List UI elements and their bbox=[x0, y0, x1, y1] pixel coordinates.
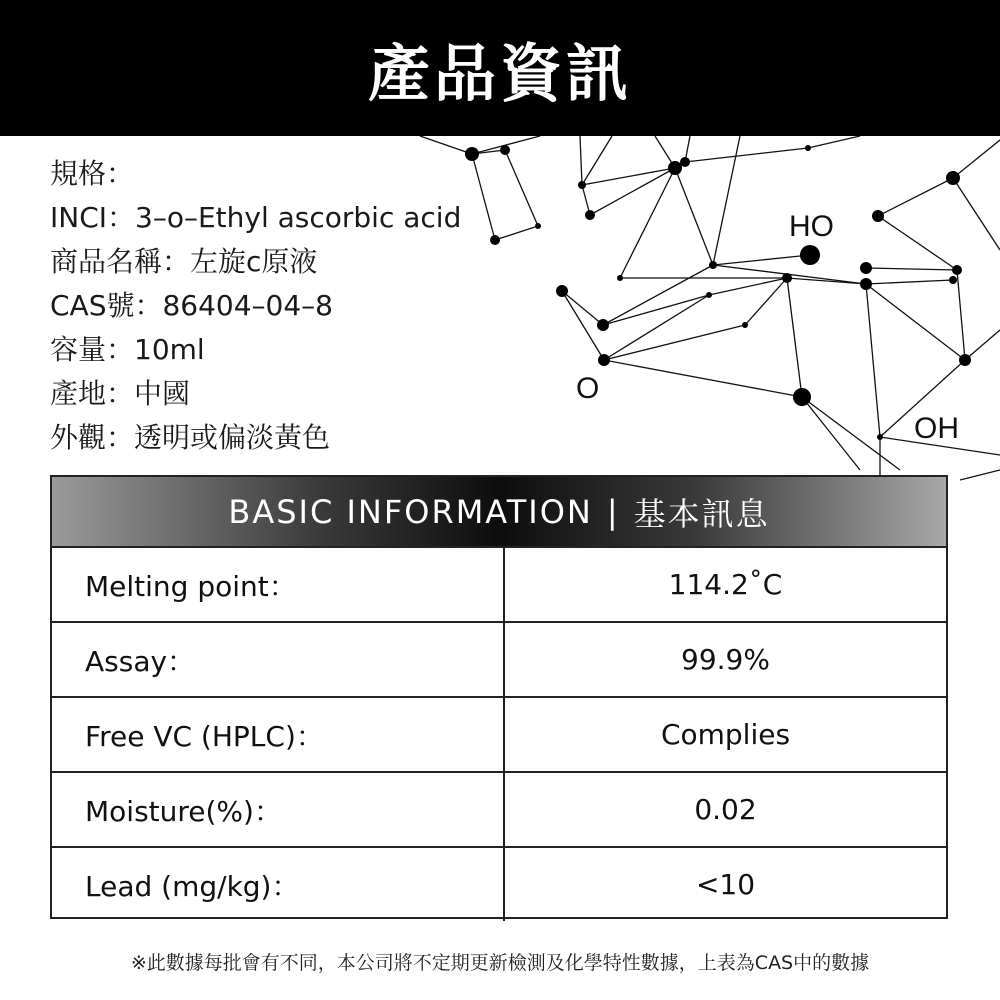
footnote: ※此數據每批會有不同，本公司將不定期更新檢測及化學特性數據，上表為CAS中的數據 bbox=[130, 952, 870, 974]
row-label: Moisture(%)： bbox=[52, 773, 505, 846]
page-title: 產品資訊 bbox=[367, 36, 632, 110]
molecule-label-o: O bbox=[576, 372, 600, 405]
spec-volume: 容量：10ml bbox=[50, 333, 205, 366]
table-row bbox=[52, 771, 946, 846]
basic-info-table bbox=[50, 475, 948, 919]
table-row bbox=[52, 546, 946, 621]
spec-origin: 產地：中國 bbox=[50, 377, 191, 410]
spec-list bbox=[50, 152, 461, 460]
page-header bbox=[0, 0, 1000, 136]
row-value: 114.2˚C bbox=[668, 568, 783, 601]
spec-appearance: 外觀：透明或偏淡黃色 bbox=[50, 421, 331, 454]
row-label: Free VC (HPLC)： bbox=[52, 698, 505, 771]
spec-cas-number: CAS號：86404–04–8 bbox=[50, 289, 333, 322]
row-value: 99.9% bbox=[681, 643, 770, 676]
row-label: Melting point： bbox=[52, 548, 505, 621]
table-row bbox=[52, 846, 946, 921]
spec-inci: INCI：3–o–Ethyl ascorbic acid bbox=[50, 201, 462, 234]
row-label: Lead (mg/kg)： bbox=[52, 848, 505, 921]
row-label: Assay： bbox=[52, 623, 505, 696]
row-value: <10 bbox=[695, 868, 756, 901]
table-title-en: BASIC INFORMATION bbox=[228, 492, 593, 531]
table-title-separator: | bbox=[606, 492, 620, 531]
spec-heading: 規格： bbox=[50, 157, 135, 190]
table-header bbox=[52, 477, 946, 546]
table-row bbox=[52, 696, 946, 771]
row-value: Complies bbox=[660, 718, 791, 751]
spec-product-name: 商品名稱：左旋c原液 bbox=[50, 245, 318, 278]
row-value: 0.02 bbox=[694, 793, 757, 826]
table-title-zh: 基本訊息 bbox=[633, 494, 770, 533]
table-row bbox=[52, 621, 946, 696]
molecule-label-oh: OH bbox=[914, 412, 959, 445]
molecule-label-ho: HO bbox=[789, 210, 834, 243]
